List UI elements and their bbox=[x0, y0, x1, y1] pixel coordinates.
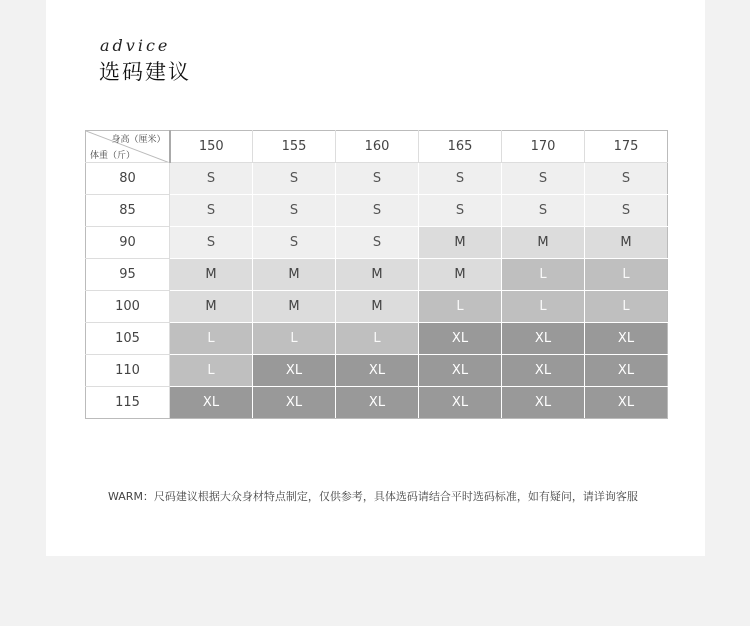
size-cell: S bbox=[253, 227, 336, 259]
size-cell: XL bbox=[585, 323, 668, 355]
size-chart-table bbox=[85, 130, 668, 419]
advice-label: advice bbox=[100, 36, 171, 55]
size-cell: XL bbox=[253, 355, 336, 387]
table-body bbox=[86, 163, 668, 419]
height-header-155: 155 bbox=[253, 131, 336, 163]
height-header-150: 150 bbox=[170, 131, 253, 163]
table-row bbox=[86, 387, 668, 419]
table-row bbox=[86, 227, 668, 259]
weight-label-80: 80 bbox=[86, 163, 170, 195]
weight-label-105: 105 bbox=[86, 323, 170, 355]
size-cell: L bbox=[502, 259, 585, 291]
size-cell: M bbox=[336, 291, 419, 323]
size-cell: XL bbox=[419, 355, 502, 387]
size-cell: S bbox=[419, 195, 502, 227]
warm-notice: WARM：尺码建议根据大众身材特点制定，仅供参考，具体选码请结合平时选码标准，如有疑问，请详询客服 bbox=[108, 490, 638, 503]
table-row bbox=[86, 323, 668, 355]
size-cell: M bbox=[502, 227, 585, 259]
size-cell: M bbox=[585, 227, 668, 259]
weight-label-85: 85 bbox=[86, 195, 170, 227]
size-cell: S bbox=[253, 195, 336, 227]
size-cell: XL bbox=[419, 387, 502, 419]
size-cell: L bbox=[170, 323, 253, 355]
size-cell: L bbox=[585, 291, 668, 323]
height-header-165: 165 bbox=[419, 131, 502, 163]
table-row bbox=[86, 163, 668, 195]
page-title: 选码建议 bbox=[99, 60, 191, 84]
size-cell: S bbox=[170, 163, 253, 195]
size-cell: S bbox=[585, 195, 668, 227]
table-corner-cell bbox=[86, 131, 170, 163]
size-cell: L bbox=[170, 355, 253, 387]
size-cell: L bbox=[419, 291, 502, 323]
size-cell: M bbox=[336, 259, 419, 291]
size-cell: M bbox=[253, 259, 336, 291]
height-header-170: 170 bbox=[502, 131, 585, 163]
table-row bbox=[86, 355, 668, 387]
size-cell: S bbox=[336, 163, 419, 195]
height-axis-label: 身高（厘米） bbox=[111, 135, 166, 145]
table-row bbox=[86, 195, 668, 227]
size-cell: S bbox=[336, 195, 419, 227]
size-cell: S bbox=[253, 163, 336, 195]
size-cell: XL bbox=[170, 387, 253, 419]
size-cell: S bbox=[419, 163, 502, 195]
size-cell: S bbox=[336, 227, 419, 259]
size-cell: L bbox=[253, 323, 336, 355]
size-cell: M bbox=[170, 291, 253, 323]
weight-label-110: 110 bbox=[86, 355, 170, 387]
size-cell: M bbox=[419, 227, 502, 259]
size-cell: L bbox=[585, 259, 668, 291]
weight-label-95: 95 bbox=[86, 259, 170, 291]
size-cell: S bbox=[170, 195, 253, 227]
size-cell: S bbox=[585, 163, 668, 195]
size-cell: XL bbox=[253, 387, 336, 419]
size-cell: L bbox=[502, 291, 585, 323]
size-cell: S bbox=[170, 227, 253, 259]
table-row bbox=[86, 259, 668, 291]
size-cell: XL bbox=[585, 355, 668, 387]
table-row bbox=[86, 291, 668, 323]
size-cell: S bbox=[502, 163, 585, 195]
weight-label-90: 90 bbox=[86, 227, 170, 259]
size-cell: XL bbox=[502, 355, 585, 387]
height-header-160: 160 bbox=[336, 131, 419, 163]
size-cell: L bbox=[336, 323, 419, 355]
weight-label-115: 115 bbox=[86, 387, 170, 419]
weight-axis-label: 体重（斤） bbox=[90, 151, 136, 161]
size-cell: S bbox=[502, 195, 585, 227]
table-header-row bbox=[86, 131, 668, 163]
height-header-175: 175 bbox=[585, 131, 668, 163]
size-cell: XL bbox=[336, 387, 419, 419]
size-cell: XL bbox=[502, 323, 585, 355]
size-cell: M bbox=[253, 291, 336, 323]
size-cell: XL bbox=[419, 323, 502, 355]
size-cell: XL bbox=[336, 355, 419, 387]
size-cell: XL bbox=[585, 387, 668, 419]
weight-label-100: 100 bbox=[86, 291, 170, 323]
size-cell: M bbox=[170, 259, 253, 291]
size-cell: M bbox=[419, 259, 502, 291]
size-cell: XL bbox=[502, 387, 585, 419]
